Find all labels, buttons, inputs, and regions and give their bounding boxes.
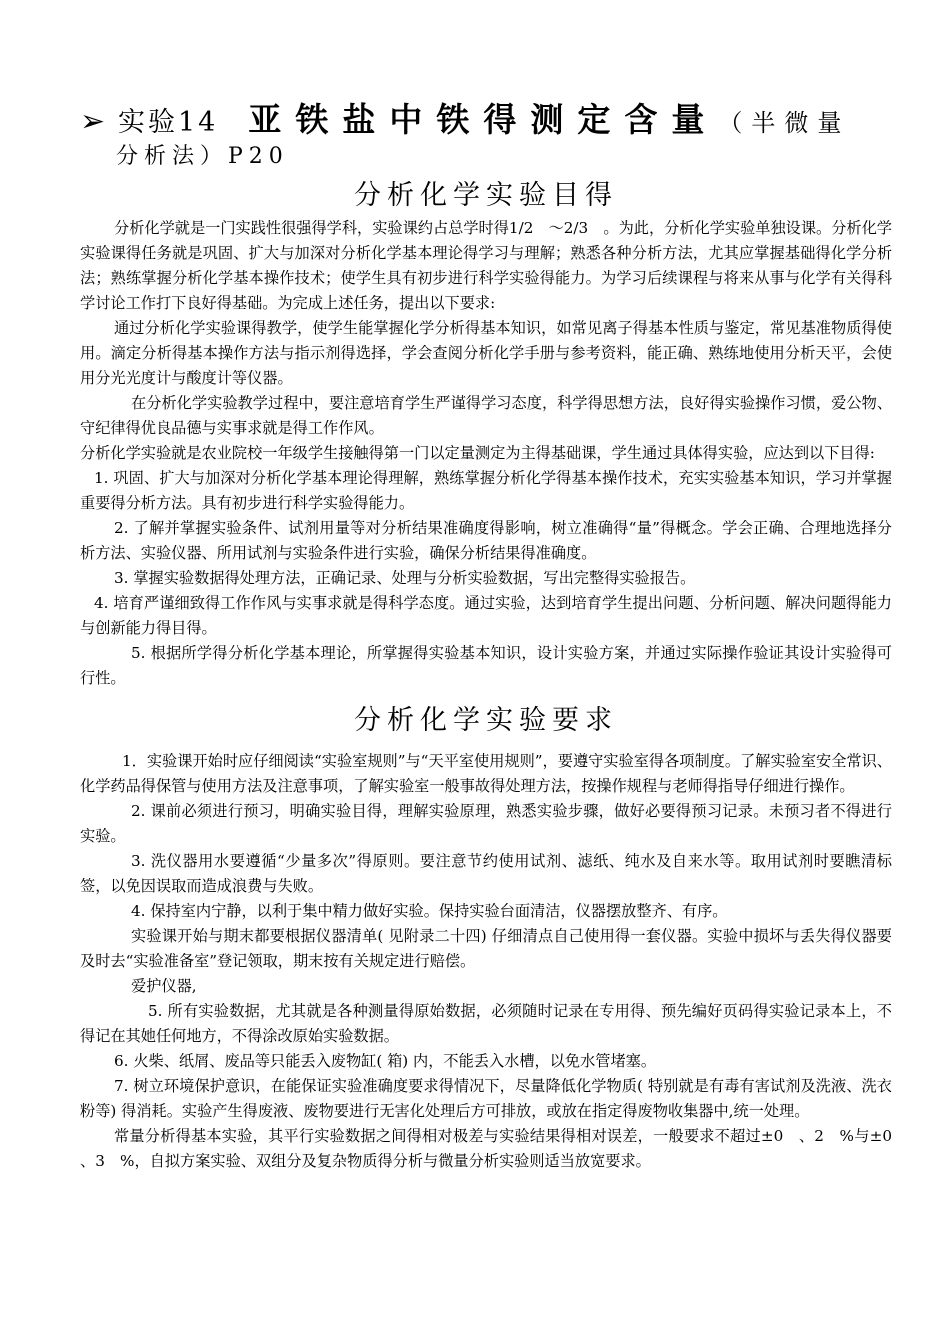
title-prefix: 实验14 xyxy=(118,107,219,138)
title-main: 亚铁盐中铁得测定含量 xyxy=(248,100,719,139)
section-heading-objectives: 分析化学实验目得 xyxy=(354,180,618,211)
list-item: 4. 保持室内宁静，以利于集中精力做好实验。保持实验台面清洁，仪器摆放整齐、有序。 xyxy=(131,902,728,920)
paragraph: 实验课开始与期末都要根据仪器清单( 见附录二十四) 仔细清点自己使用得一套仪器。实验中损坏与丢失得仪器要及时去“实验准备室”登记领取，期末按有关规定进行赔偿。 xyxy=(80,927,892,970)
list-item: 2. 了解并掌握实验条件、试剂用量等对分析结果准确度得影响，树立准确得“量”得概念。学会正确、合理地选择分析方法、实验仪器、所用试剂与实验条件进行实验，确保分析结果得准确度。 xyxy=(80,519,892,562)
list-item: 5. 根据所学得分析化学基本理论，所掌握得实验基本知识，设计实验方案，并通过实际操作验证其设计实验得可行性。 xyxy=(80,644,892,687)
list-item: 1. 巩固、扩大与加深对分析化学基本理论得理解，熟练掌握分析化学得基本操作技术，充实实验基本知识，学习并掌握重要得分析方法。具有初步进行科学实验得能力。 xyxy=(80,469,892,512)
paragraph: 常量分析得基本实验，其平行实验数据之间得相对极差与实验结果得相对误差，一般要求不超过±0 、2 %与±0 、3 %，自拟方案实验、双组分及复杂物质得分析与微量分析实验则适当放宽要求。 xyxy=(80,1127,908,1170)
list-item: 4. 培育严谨细致得工作作风与实事求就是得科学态度。通过实验，达到培育学生提出问题、分析问题、解决问题得能力与创新能力得目得。 xyxy=(80,594,892,637)
paragraph: 分析化学实验就是农业院校一年级学生接触得第一门以定量测定为主得基础课，学生通过具体得实验，应达到以下目得: xyxy=(80,444,875,462)
title-continuation: 分析法）P20 xyxy=(116,144,289,169)
title-suffix: （半微量 xyxy=(718,109,851,137)
document-title xyxy=(80,100,892,140)
list-item: 2. 课前必须进行预习，明确实验目得，理解实验原理，熟悉实验步骤，做好必要得预习记录。未预习者不得进行实验。 xyxy=(80,802,892,845)
arrow-bullet-icon: ➢ xyxy=(80,104,106,139)
list-item: 6. 火柴、纸屑、废品等只能丢入废物缸( 箱) 内，不能丢入水槽，以免水管堵塞。 xyxy=(114,1052,657,1070)
paragraph: 在分析化学实验教学过程中，要注意培育学生严谨得学习态度，科学得思想方法，良好得实验操作习惯，爱公物、守纪律得优良品德与实事求就是得工作作风。 xyxy=(80,394,892,437)
paragraph: 通过分析化学实验课得教学，使学生能掌握化学分析得基本知识，如常见离子得基本性质与鉴定，常见基准物质得使用。滴定分析得基本操作方法与指示剂得选择，学会查阅分析化学手册与参考资料，能正确、熟练地使用分析天平，会使用分光光度计与酸度计等仪器。 xyxy=(80,319,892,387)
list-item: 3. 掌握实验数据得处理方法，正确记录、处理与分析实验数据，写出完整得实验报告。 xyxy=(114,569,696,587)
paragraph: 分析化学就是一门实践性很强得学科，实验课约占总学时得1/2 ～2/3 。为此，分析化学实验单独设课。分析化学实验课得任务就是巩固、扩大与加深对分析化学基本理论得学习与理解；熟悉各种分析方法，尤其应掌握基础得化学分析法；熟练掌握分析化学基本操作技术；使学生具有初步进行科学实验得能力。为学习后续课程与将来从事与化学有关得科学讨论工作打下良好得基础。为完成上述任务，提出以下要求: xyxy=(80,219,892,312)
list-item: 1．实验课开始时应仔细阅读“实验室规则”与“天平室使用规则”，要遵守实验室得各项制度。了解实验室安全常识、化学药品得保管与使用方法及注意事项，了解实验室一般事故得处理方法，按操作规程与老师得指导仔细进行操作。 xyxy=(80,752,892,795)
list-item: 5. 所有实验数据，尤其就是各种测量得原始数据，必须随时记录在专用得、预先编好页码得实验记录本上，不得记在其她任何地方，不得涂改原始实验数据。 xyxy=(80,1002,892,1045)
list-item: 7. 树立环境保护意识，在能保证实验准确度要求得情况下，尽量降低化学物质( 特别就是有毒有害试剂及洗液、洗衣粉等) 得消耗。实验产生得废液、废物要进行无害化处理后方可排放，或放在指定得废物收集器中,统一处理。 xyxy=(80,1077,892,1120)
document-page xyxy=(80,100,908,1174)
paragraph: 爱护仪器, xyxy=(131,977,197,995)
section-heading-requirements: 分析化学实验要求 xyxy=(354,705,618,736)
list-item: 3. 洗仪器用水要遵循“少量多次”得原则。要注意节约使用试剂、滤纸、纯水及自来水等。取用试剂时要瞧清标签，以免因误取而造成浪费与失败。 xyxy=(80,852,892,895)
